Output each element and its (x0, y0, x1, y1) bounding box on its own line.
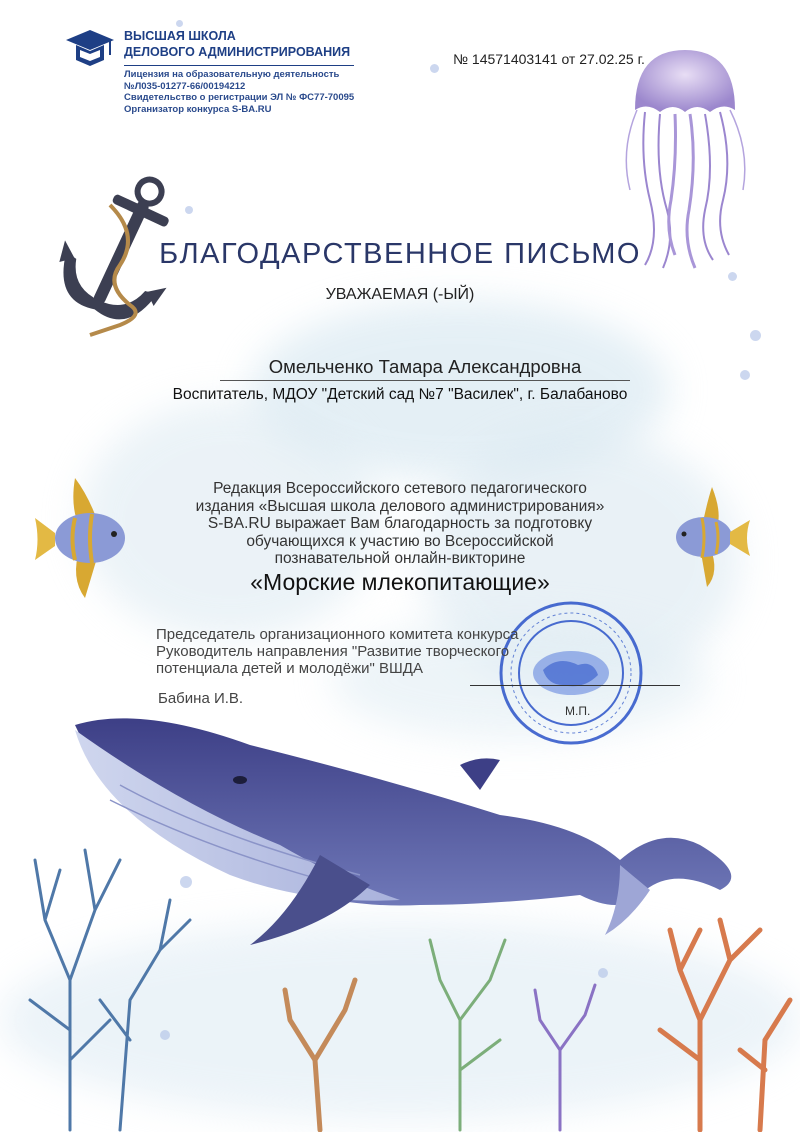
body-line: познавательной онлайн-викторине (274, 550, 526, 567)
org-name-line: ДЕЛОВОГО АДМИНИСТРИРОВАНИЯ (124, 45, 351, 59)
body-line: S-BA.RU выражает Вам благодарность за подготовку (207, 515, 593, 532)
document-title: БЛАГОДАРСТВЕННОЕ ПИСЬМО (159, 238, 641, 270)
graduation-cap-icon (62, 28, 118, 72)
bubble (728, 272, 737, 281)
divider (124, 65, 354, 66)
org-info (124, 69, 354, 115)
org-name (124, 28, 350, 60)
signature-rule (470, 685, 680, 686)
signature-line: потенциала детей и молодёжи" ВШДА (156, 660, 423, 677)
signature-block (156, 626, 519, 677)
license-number: №Л035-01277-66/00194212 (124, 80, 246, 92)
body-line: обучающихся к участию во Всероссийской (246, 532, 554, 550)
registration-line: Свидетельство о регистрации ЭЛ № ФС77-70095 (124, 92, 355, 103)
coral-illustration (0, 800, 800, 1132)
bubble (430, 64, 439, 73)
license-line: Лицензия на образовательную деятельность (124, 69, 340, 80)
signature-line: Руководитель направления "Развитие творческого (156, 643, 510, 660)
bubble (176, 20, 183, 27)
org-name-line: ВЫСШАЯ ШКОЛА (124, 29, 236, 43)
stamp-label: М.П. (565, 704, 591, 718)
signature-line: Председатель организационного комитета конкурса (156, 626, 519, 643)
body-line: издания «Высшая школа делового администрирования» (195, 497, 605, 515)
bubble (740, 370, 750, 380)
jellyfish-illustration (605, 40, 765, 270)
recipient-position: Воспитатель, МДОУ "Детский сад №7 "Василек", г. Балабаново (172, 386, 628, 403)
recipient-name: Омельченко Тамара Александровна (220, 356, 630, 381)
signatory-name: Бабина И.В. (158, 690, 244, 707)
bubble (750, 330, 761, 341)
contest-name: «Морские млекопитающие» (250, 569, 550, 595)
body-text (140, 480, 660, 568)
salutation: УВАЖАЕМАЯ (-ЫЙ) (325, 286, 475, 303)
body-line: Редакция Всероссийского сетевого педагогического (213, 480, 587, 497)
logo-block (62, 28, 382, 118)
document-number: № 14571403141 от 27.02.25 г. (453, 51, 645, 67)
organizer-line: Организатор конкурса S-BA.RU (124, 103, 272, 115)
